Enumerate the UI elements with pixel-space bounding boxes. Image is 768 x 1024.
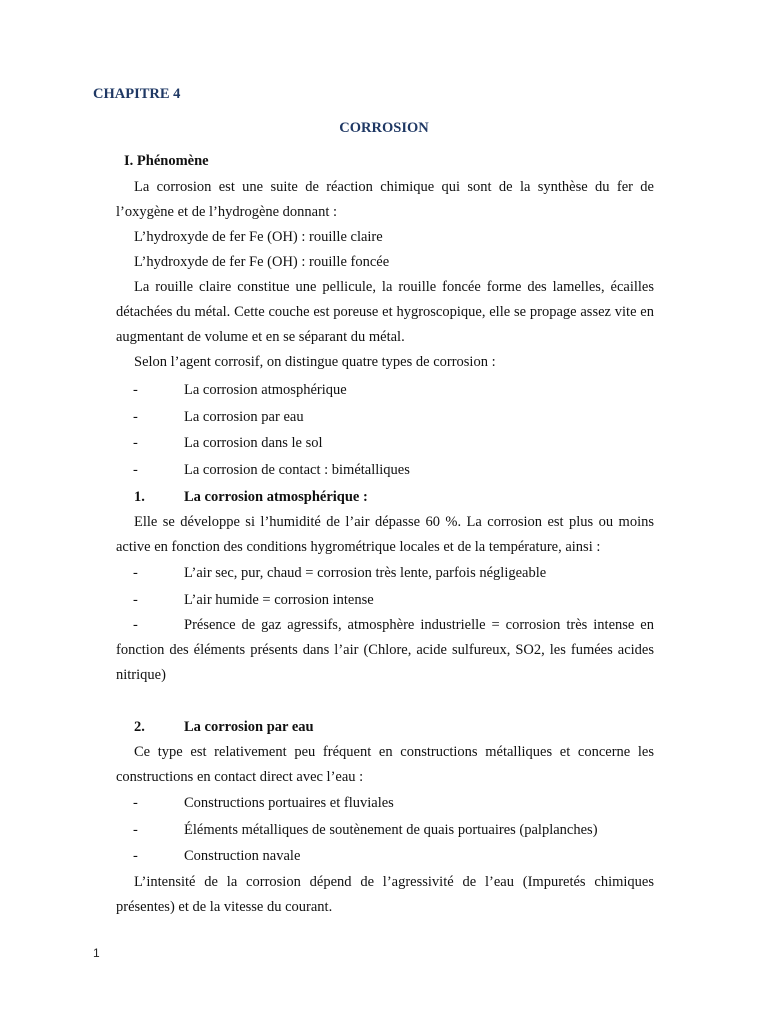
- atmospheric-paragraph: Elle se développe si l’humidité de l’air dépasse 60 %. La corrosion est plus ou moins active en fonction des conditions hygrométrique locales et de la température, ainsi :: [116, 514, 654, 555]
- list-item: [116, 817, 654, 844]
- intro-paragraph-3: Selon l’agent corrosif, on distingue quatre types de corrosion :: [134, 354, 496, 370]
- atmospheric-item-3: [116, 613, 654, 688]
- list-item: [116, 843, 654, 870]
- list-item-text: La corrosion atmosphérique: [184, 382, 347, 398]
- list-item: [116, 790, 654, 817]
- corrosion-types-list: [116, 377, 654, 483]
- chapter-label: CHAPITRE 4: [93, 86, 181, 102]
- list-item-text: Construction navale: [184, 848, 301, 864]
- list-dash: -: [133, 435, 138, 451]
- list-dash: -: [133, 591, 138, 608]
- rust-dark-line: L’hydroxyde de fer Fe (OH) : rouille foncée: [134, 254, 390, 270]
- list-item-text: L’air humide = corrosion intense: [184, 591, 374, 608]
- water-section: [116, 714, 654, 920]
- list-dash: -: [133, 617, 138, 633]
- intro-paragraph-1: La corrosion est une suite de réaction chimique qui sont de la synthèse du fer de l’oxygène et de l’hydrogène donnant :: [116, 179, 654, 220]
- subsection-number: 2.: [134, 719, 145, 735]
- list-item-text: L’air sec, pur, chaud = corrosion très lente, parfois négligeable: [184, 565, 547, 581]
- list-dash: -: [133, 408, 138, 425]
- rust-light-line: L’hydroxyde de fer Fe (OH) : rouille claire: [134, 229, 383, 245]
- list-item: [116, 430, 654, 457]
- water-paragraph-2: L’intensité de la corrosion dépend de l’agressivité de l’eau (Impuretés chimiques présentes) et de la vitesse du courant.: [116, 873, 654, 915]
- intro-paragraph-2: La rouille claire constitue une pellicule, la rouille foncée forme des lamelles, écailles détachées du métal. Cette couche est poreuse et hygroscopique, elle se propage assez vite en augmentant de volume et en se séparant du métal.: [116, 279, 654, 345]
- subsection-heading-1: [116, 484, 654, 510]
- list-dash: -: [133, 821, 138, 838]
- document-title: CORROSION: [339, 120, 429, 136]
- list-item: [116, 377, 654, 404]
- list-dash: -: [133, 848, 138, 864]
- list-item-text: La corrosion dans le sol: [184, 435, 323, 451]
- list-item: [116, 560, 654, 587]
- page-number: 1: [93, 946, 100, 960]
- list-item-text: Éléments métalliques de soutènement de quais portuaires (palplanches): [184, 821, 598, 838]
- subsection-heading-2: [116, 714, 654, 740]
- list-item: [116, 457, 654, 484]
- list-item: [116, 587, 654, 614]
- list-dash: -: [133, 795, 138, 811]
- list-item-text: La corrosion de contact : bimétalliques: [184, 461, 410, 478]
- subsection-title: La corrosion atmosphérique :: [184, 489, 368, 505]
- list-item-text: La corrosion par eau: [184, 408, 304, 425]
- list-item-text: Constructions portuaires et fluviales: [184, 795, 394, 811]
- intro-block: [116, 175, 654, 375]
- subsection-title: La corrosion par eau: [184, 719, 314, 735]
- list-item: [116, 404, 654, 431]
- list-item-text: Présence de gaz agressifs, atmosphère industrielle = corrosion très intense en fonction des éléments présents dans l’air (Chlore, acide sulfureux, SO2, les fumées acides nitrique): [116, 617, 654, 683]
- subsection-number: 1.: [134, 489, 145, 505]
- list-dash: -: [133, 461, 138, 478]
- list-dash: -: [133, 565, 138, 581]
- atmospheric-section: [116, 484, 654, 688]
- section-heading: I. Phénomène: [124, 153, 209, 169]
- water-paragraph-1: Ce type est relativement peu fréquent en constructions métalliques et concerne les constructions en contact direct avec l’eau :: [116, 744, 654, 785]
- list-dash: -: [133, 382, 138, 398]
